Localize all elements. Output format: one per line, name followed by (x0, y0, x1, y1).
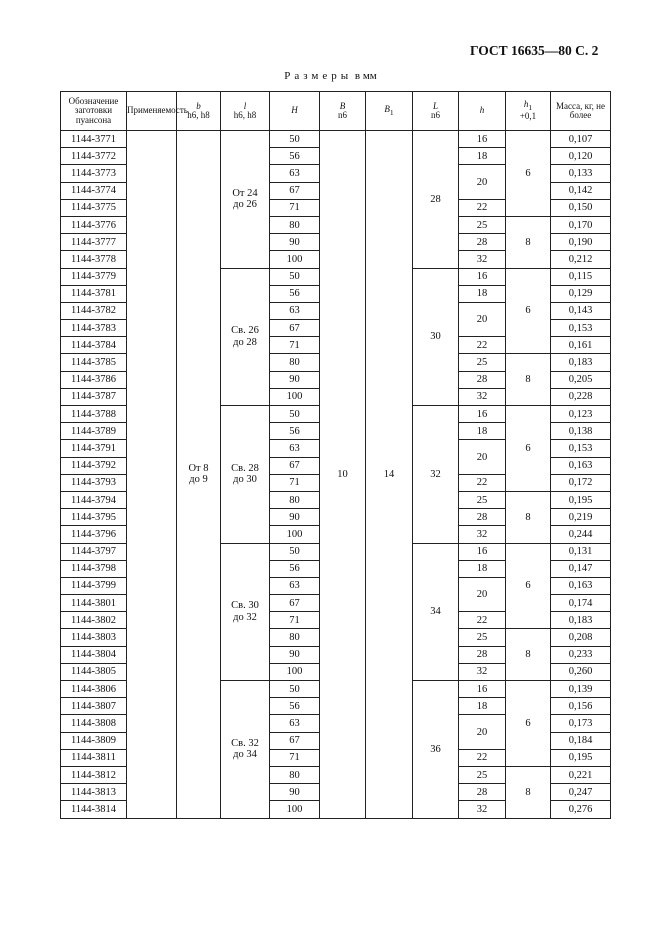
mass-cell: 0,147 (551, 560, 611, 577)
designation-cell: 1144-3786 (61, 371, 127, 388)
designation-cell: 1144-3805 (61, 663, 127, 680)
h-cell: 18 (459, 148, 506, 165)
h-cell: 32 (459, 663, 506, 680)
col-L-tolerance: n6 (431, 110, 440, 120)
designation-cell: 1144-3811 (61, 749, 127, 766)
mass-cell: 0,172 (551, 474, 611, 491)
table-row (61, 131, 611, 148)
H-cell: 100 (270, 251, 320, 268)
H-cell: 80 (270, 766, 320, 783)
l-value-from: Св. 26 (231, 325, 259, 337)
mass-cell: 0,276 (551, 801, 611, 818)
l-cell (221, 406, 270, 544)
h-cell: 16 (459, 681, 506, 698)
L-cell: 36 (413, 681, 459, 819)
h1-cell: 8 (506, 216, 551, 268)
B1-cell: 14 (366, 131, 413, 819)
mass-cell: 0,156 (551, 698, 611, 715)
designation-cell: 1144-3801 (61, 595, 127, 612)
mass-cell: 0,120 (551, 148, 611, 165)
h-cell: 25 (459, 491, 506, 508)
l-value-from: Св. 28 (231, 462, 259, 474)
designation-cell: 1144-3784 (61, 337, 127, 354)
mass-cell: 0,244 (551, 526, 611, 543)
h-cell: 20 (459, 715, 506, 749)
usage-cell (127, 131, 177, 819)
l-value-to: до 30 (233, 474, 257, 486)
H-cell: 90 (270, 509, 320, 526)
H-cell: 50 (270, 131, 320, 148)
mass-cell: 0,228 (551, 388, 611, 405)
h1-cell: 8 (506, 629, 551, 681)
L-cell: 32 (413, 406, 459, 544)
col-h1-tolerance: +0,1 (519, 111, 537, 122)
mass-cell: 0,123 (551, 406, 611, 423)
l-value-to: до 32 (233, 611, 257, 623)
header-row (61, 92, 611, 131)
H-cell: 71 (270, 474, 320, 491)
col-usage: Применяемость (127, 92, 177, 131)
mass-cell: 0,183 (551, 354, 611, 371)
designation-cell: 1144-3777 (61, 234, 127, 251)
b-value-to: до 9 (189, 474, 208, 486)
designation-cell: 1144-3781 (61, 285, 127, 302)
mass-cell: 0,139 (551, 681, 611, 698)
designation-cell: 1144-3792 (61, 457, 127, 474)
h-cell: 32 (459, 251, 506, 268)
mass-cell: 0,233 (551, 646, 611, 663)
h1-cell: 8 (506, 491, 551, 543)
designation-cell: 1144-3793 (61, 474, 127, 491)
h-cell: 16 (459, 543, 506, 560)
col-B1 (366, 92, 413, 131)
designation-cell: 1144-3776 (61, 216, 127, 233)
mass-cell: 0,163 (551, 577, 611, 594)
designation-cell: 1144-3788 (61, 406, 127, 423)
L-cell: 30 (413, 268, 459, 406)
h-cell: 25 (459, 629, 506, 646)
designation-cell: 1144-3814 (61, 801, 127, 818)
h-cell: 25 (459, 216, 506, 233)
mass-cell: 0,195 (551, 491, 611, 508)
h-cell: 16 (459, 268, 506, 285)
H-cell: 71 (270, 199, 320, 216)
H-cell: 71 (270, 612, 320, 629)
mass-cell: 0,115 (551, 268, 611, 285)
H-cell: 90 (270, 646, 320, 663)
dimensions-table (60, 91, 611, 819)
h1-cell: 8 (506, 766, 551, 818)
col-mass: Масса, кг, не более (551, 92, 611, 131)
mass-cell: 0,161 (551, 337, 611, 354)
designation-cell: 1144-3789 (61, 423, 127, 440)
H-cell: 67 (270, 320, 320, 337)
H-cell: 80 (270, 629, 320, 646)
B-cell: 10 (320, 131, 366, 819)
h-cell: 25 (459, 354, 506, 371)
H-cell: 50 (270, 268, 320, 285)
designation-cell: 1144-3808 (61, 715, 127, 732)
H-cell: 71 (270, 749, 320, 766)
h1-cell: 6 (506, 681, 551, 767)
b-cell (177, 131, 221, 819)
col-B (320, 92, 366, 131)
col-B-tolerance: n6 (338, 110, 347, 120)
mass-cell: 0,153 (551, 320, 611, 337)
mass-cell: 0,247 (551, 784, 611, 801)
H-cell: 67 (270, 182, 320, 199)
h-cell: 20 (459, 302, 506, 336)
designation-cell: 1144-3774 (61, 182, 127, 199)
designation-cell: 1144-3783 (61, 320, 127, 337)
H-cell: 67 (270, 595, 320, 612)
h-cell: 22 (459, 199, 506, 216)
l-value-to: до 26 (233, 199, 257, 211)
mass-cell: 0,208 (551, 629, 611, 646)
col-H-symbol: H (291, 105, 298, 116)
designation-cell: 1144-3807 (61, 698, 127, 715)
H-cell: 90 (270, 371, 320, 388)
H-cell: 80 (270, 354, 320, 371)
l-cell (221, 268, 270, 406)
H-cell: 90 (270, 234, 320, 251)
designation-cell: 1144-3791 (61, 440, 127, 457)
designation-cell: 1144-3794 (61, 491, 127, 508)
col-L-symbol: L (432, 100, 438, 111)
mass-cell: 0,129 (551, 285, 611, 302)
col-h (459, 92, 506, 131)
l-cell (221, 131, 270, 269)
H-cell: 63 (270, 302, 320, 319)
mass-cell: 0,260 (551, 663, 611, 680)
col-l (221, 92, 270, 131)
l-cell (221, 681, 270, 819)
designation-cell: 1144-3809 (61, 732, 127, 749)
h-cell: 28 (459, 784, 506, 801)
mass-cell: 0,138 (551, 423, 611, 440)
l-value-to: до 34 (233, 749, 257, 761)
mass-cell: 0,212 (551, 251, 611, 268)
H-cell: 80 (270, 216, 320, 233)
col-h-symbol: h (479, 105, 485, 116)
H-cell: 63 (270, 715, 320, 732)
H-cell: 80 (270, 491, 320, 508)
designation-cell: 1144-3772 (61, 148, 127, 165)
col-h1-subscript: 1 (528, 103, 533, 113)
designation-cell: 1144-3812 (61, 766, 127, 783)
H-cell: 56 (270, 698, 320, 715)
h-cell: 16 (459, 131, 506, 148)
designation-cell: 1144-3813 (61, 784, 127, 801)
h-cell: 28 (459, 371, 506, 388)
h-cell: 22 (459, 474, 506, 491)
H-cell: 50 (270, 681, 320, 698)
caption-main: Размеры (284, 70, 353, 82)
l-value-from: От 24 (232, 187, 258, 199)
H-cell: 56 (270, 560, 320, 577)
h-cell: 28 (459, 646, 506, 663)
H-cell: 100 (270, 388, 320, 405)
h-cell: 18 (459, 560, 506, 577)
h-cell: 20 (459, 577, 506, 611)
h-cell: 22 (459, 337, 506, 354)
b-value-from: От 8 (188, 462, 209, 474)
table-caption (0, 70, 661, 82)
h-cell: 32 (459, 526, 506, 543)
mass-cell: 0,153 (551, 440, 611, 457)
col-B-symbol: B (339, 100, 346, 111)
designation-cell: 1144-3798 (61, 560, 127, 577)
mass-cell: 0,131 (551, 543, 611, 560)
h-cell: 22 (459, 749, 506, 766)
col-B1-symbol: B (384, 104, 390, 115)
table-body (61, 131, 611, 819)
h-cell: 20 (459, 165, 506, 199)
mass-cell: 0,184 (551, 732, 611, 749)
l-value-from: Св. 32 (231, 737, 259, 749)
H-cell: 100 (270, 801, 320, 818)
mass-cell: 0,183 (551, 612, 611, 629)
mass-cell: 0,107 (551, 131, 611, 148)
mass-cell: 0,133 (551, 165, 611, 182)
designation-cell: 1144-3806 (61, 681, 127, 698)
H-cell: 56 (270, 423, 320, 440)
H-cell: 56 (270, 285, 320, 302)
h-cell: 28 (459, 234, 506, 251)
designation-cell: 1144-3782 (61, 302, 127, 319)
col-h1 (506, 92, 551, 131)
h1-cell: 6 (506, 406, 551, 492)
mass-cell: 0,143 (551, 302, 611, 319)
h-cell: 32 (459, 388, 506, 405)
mass-cell: 0,205 (551, 371, 611, 388)
h-cell: 18 (459, 698, 506, 715)
col-l-tolerance: h6, h8 (233, 110, 257, 120)
H-cell: 100 (270, 663, 320, 680)
H-cell: 63 (270, 577, 320, 594)
designation-cell: 1144-3779 (61, 268, 127, 285)
mass-cell: 0,221 (551, 766, 611, 783)
h-cell: 22 (459, 612, 506, 629)
caption-units: в мм (352, 70, 377, 82)
page-header: ГОСТ 16635—80 С. 2 (470, 43, 599, 58)
mass-cell: 0,173 (551, 715, 611, 732)
designation-cell: 1144-3773 (61, 165, 127, 182)
H-cell: 50 (270, 406, 320, 423)
designation-cell: 1144-3795 (61, 509, 127, 526)
h-cell: 18 (459, 285, 506, 302)
l-value-from: Св. 30 (231, 600, 259, 612)
col-H (270, 92, 320, 131)
mass-cell: 0,170 (551, 216, 611, 233)
h1-cell: 6 (506, 543, 551, 629)
mass-cell: 0,150 (551, 199, 611, 216)
H-cell: 90 (270, 784, 320, 801)
h-cell: 25 (459, 766, 506, 783)
h-cell: 32 (459, 801, 506, 818)
l-cell (221, 543, 270, 681)
H-cell: 50 (270, 543, 320, 560)
mass-cell: 0,163 (551, 457, 611, 474)
H-cell: 71 (270, 337, 320, 354)
L-cell: 28 (413, 131, 459, 269)
col-B1-subscript: 1 (389, 107, 394, 117)
L-cell: 34 (413, 543, 459, 681)
col-L (413, 92, 459, 131)
col-b-tolerance: h6, h8 (187, 110, 210, 120)
col-designation: Обозначение заготовки пуансона (61, 92, 127, 131)
h-cell: 16 (459, 406, 506, 423)
h1-cell: 6 (506, 131, 551, 217)
h-cell: 20 (459, 440, 506, 474)
H-cell: 100 (270, 526, 320, 543)
H-cell: 63 (270, 165, 320, 182)
h1-cell: 8 (506, 354, 551, 406)
H-cell: 56 (270, 148, 320, 165)
h1-cell: 6 (506, 268, 551, 354)
H-cell: 63 (270, 440, 320, 457)
mass-cell: 0,142 (551, 182, 611, 199)
mass-cell: 0,219 (551, 509, 611, 526)
designation-cell: 1144-3802 (61, 612, 127, 629)
l-value-to: до 28 (233, 336, 257, 348)
col-b-symbol: b (196, 100, 201, 111)
designation-cell: 1144-3797 (61, 543, 127, 560)
col-h1-symbol: h (523, 99, 529, 110)
designation-cell: 1144-3803 (61, 629, 127, 646)
h-cell: 28 (459, 509, 506, 526)
designation-cell: 1144-3771 (61, 131, 127, 148)
designation-cell: 1144-3804 (61, 646, 127, 663)
designation-cell: 1144-3799 (61, 577, 127, 594)
H-cell: 67 (270, 457, 320, 474)
mass-cell: 0,190 (551, 234, 611, 251)
designation-cell: 1144-3778 (61, 251, 127, 268)
designation-cell: 1144-3785 (61, 354, 127, 371)
col-l-symbol: l (243, 100, 247, 111)
h-cell: 18 (459, 423, 506, 440)
designation-cell: 1144-3775 (61, 199, 127, 216)
H-cell: 67 (270, 732, 320, 749)
mass-cell: 0,174 (551, 595, 611, 612)
designation-cell: 1144-3796 (61, 526, 127, 543)
designation-cell: 1144-3787 (61, 388, 127, 405)
mass-cell: 0,195 (551, 749, 611, 766)
